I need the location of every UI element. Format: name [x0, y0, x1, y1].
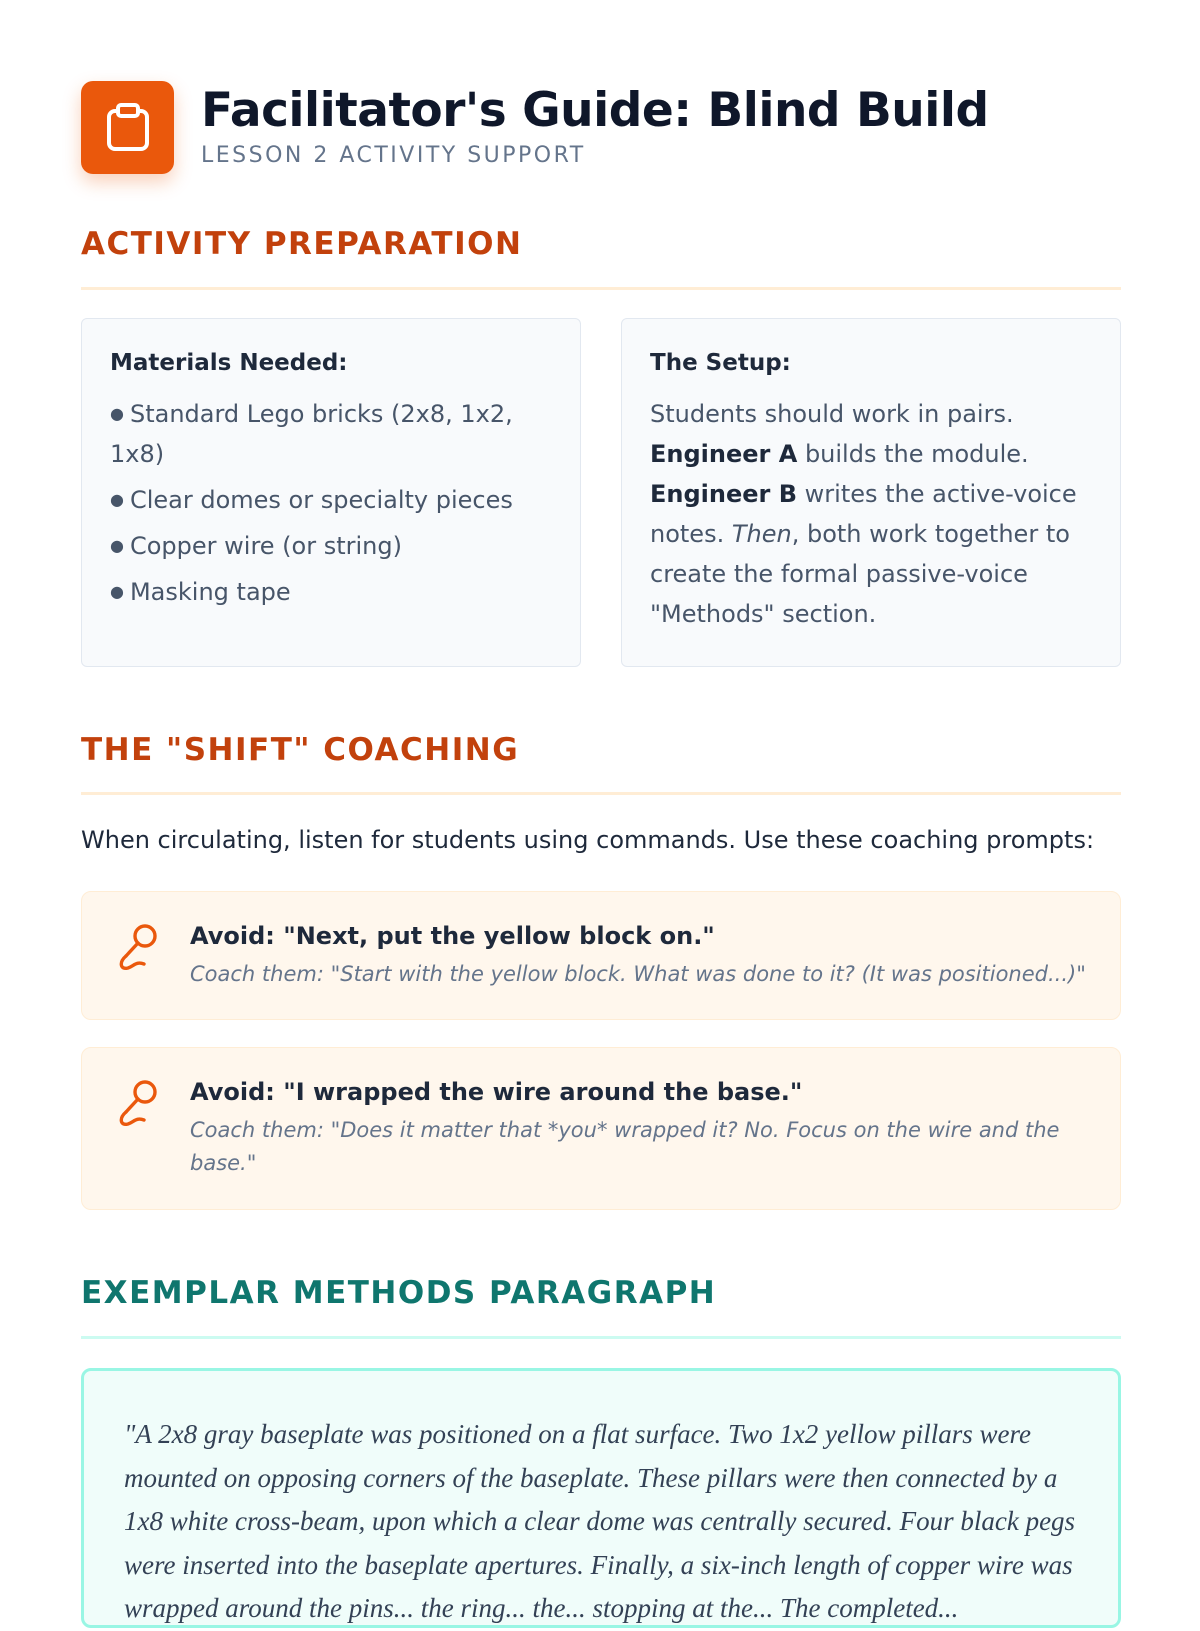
microphone-icon [114, 1078, 162, 1130]
section-title-coaching: THE "SHIFT" COACHING [81, 732, 520, 768]
avoid-phrase: Avoid: "I wrapped the wire around the base." [190, 1078, 803, 1106]
page-header [81, 81, 1121, 181]
bullet-icon: ● [110, 582, 124, 601]
coaching-intro: When circulating, listen for students using commands. Use these coaching prompts: [81, 826, 1095, 854]
clipboard-icon [81, 81, 174, 174]
list-item: ● Clear domes or specialty pieces [110, 486, 513, 514]
page-subtitle: LESSON 2 ACTIVITY SUPPORT [201, 143, 586, 168]
page-title: Facilitator's Guide: Blind Build [201, 83, 989, 138]
avoid-phrase: Avoid: "Next, put the yellow block on." [190, 922, 715, 950]
materials-card [81, 318, 581, 667]
coaching-tip [81, 891, 1121, 1020]
coaching-tip [81, 1047, 1121, 1210]
setup-card [621, 318, 1121, 667]
section-title-preparation: ACTIVITY PREPARATION [81, 226, 523, 262]
engineer-b-label: Engineer B [650, 480, 798, 508]
list-item: ● Copper wire (or string) [110, 532, 402, 560]
section-title-exemplar: EXEMPLAR METHODS PARAGRAPH [81, 1275, 717, 1311]
materials-heading: Materials Needed: [110, 350, 348, 376]
materials-list [110, 394, 552, 612]
setup-description: Students should work in pairs. Engineer A builds the module. Engineer B writes the active-voice notes. Then, both work together to create the formal passive-voice "Methods" section. [650, 400, 1077, 628]
coach-prompt: Coach them: "Does it matter that *you* wrapped it? No. Focus on the wire and the base." [190, 1118, 1060, 1175]
exemplar-paragraph: "A 2x8 gray baseplate was positioned on a flat surface. Two 1x2 yellow pillars were mounted on opposing corners of the baseplate. These pillars were then connected by a 1x8 white cross-beam, upon which a clear dome was centrally secured. Four black pegs were inserted into the baseplate apertures. Finally, a six-inch length of copper wire was wrapped around the pins... the ring... the... stopping at the... The completed... [124, 1419, 1076, 1623]
bullet-icon: ● [110, 536, 124, 555]
engineer-a-label: Engineer A [650, 440, 798, 468]
section-divider [81, 287, 1121, 290]
coach-prompt: Coach them: "Start with the yellow block. What was done to it? (It was positioned...)" [190, 962, 1086, 986]
section-divider [81, 1336, 1121, 1339]
list-item: ● Standard Lego bricks (2x8, 1x2, 1x8) [110, 400, 513, 468]
bullet-icon: ● [110, 490, 124, 509]
microphone-icon [114, 922, 162, 974]
exemplar-box [81, 1368, 1121, 1628]
section-divider [81, 792, 1121, 795]
list-item: ● Masking tape [110, 578, 291, 606]
setup-heading: The Setup: [650, 350, 791, 376]
bullet-icon: ● [110, 404, 124, 423]
